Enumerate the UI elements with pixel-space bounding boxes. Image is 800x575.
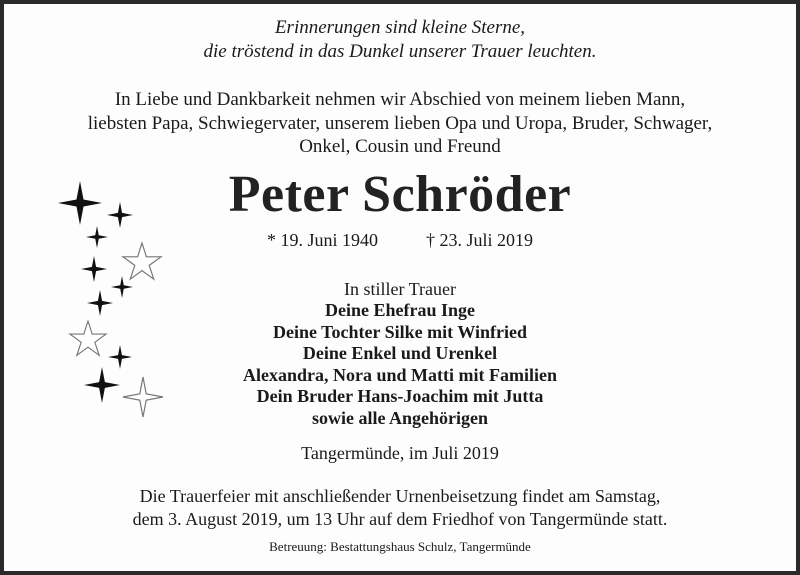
- place-and-date: Tangermünde, im Juli 2019: [301, 443, 499, 463]
- funeral-home-credit: Betreuung: Bestattungshaus Schulz, Tangermünde: [269, 539, 531, 554]
- star-icon: [108, 345, 132, 369]
- ceremony-line-1: Die Trauerfeier mit anschließender Urnenbeisetzung findet am Samstag,: [139, 486, 661, 506]
- mourner-line: Deine Ehefrau Inge: [325, 300, 475, 320]
- intro-line-2: liebsten Papa, Schwiegervater, unserem lieben Opa und Uropa, Bruder, Schwager,: [87, 113, 713, 134]
- quote-line-2: die tröstend in das Dunkel unserer Trauer leuchten.: [203, 41, 597, 62]
- quote-line-1: Erinnerungen sind kleine Sterne,: [274, 17, 526, 38]
- mourner-line: Deine Tochter Silke mit Winfried: [272, 322, 527, 342]
- star-icon: [58, 181, 102, 225]
- star-icon: [86, 226, 108, 248]
- intro-line-3: Onkel, Cousin und Freund: [299, 136, 501, 157]
- star-outline-icon: [70, 321, 106, 355]
- star-icon: [84, 367, 120, 403]
- intro-line-1: In Liebe und Dankbarkeit nehmen wir Abschied von meinem lieben Mann,: [114, 89, 686, 110]
- ceremony-line-2: dem 3. August 2019, um 13 Uhr auf dem Friedhof von Tangermünde statt.: [132, 509, 668, 529]
- death-date: † 23. Juli 2019: [426, 230, 534, 250]
- star-outline-icon: [123, 377, 163, 417]
- star-icon: [107, 202, 133, 228]
- birth-date: * 19. Juni 1940: [266, 230, 378, 250]
- mourner-line: Alexandra, Nora und Matti mit Familien: [243, 365, 557, 385]
- mourner-line: Deine Enkel und Urenkel: [302, 343, 498, 363]
- stars-decoration-icon: [50, 175, 180, 425]
- star-icon: [87, 290, 113, 316]
- mourner-line: sowie alle Angehörigen: [312, 408, 488, 428]
- deceased-name: Peter Schröder: [228, 166, 572, 223]
- star-icon: [81, 256, 107, 282]
- mourner-line: Dein Bruder Hans-Joachim mit Jutta: [256, 386, 544, 406]
- mourners-heading: In stiller Trauer: [344, 279, 456, 299]
- star-outline-icon: [123, 243, 161, 279]
